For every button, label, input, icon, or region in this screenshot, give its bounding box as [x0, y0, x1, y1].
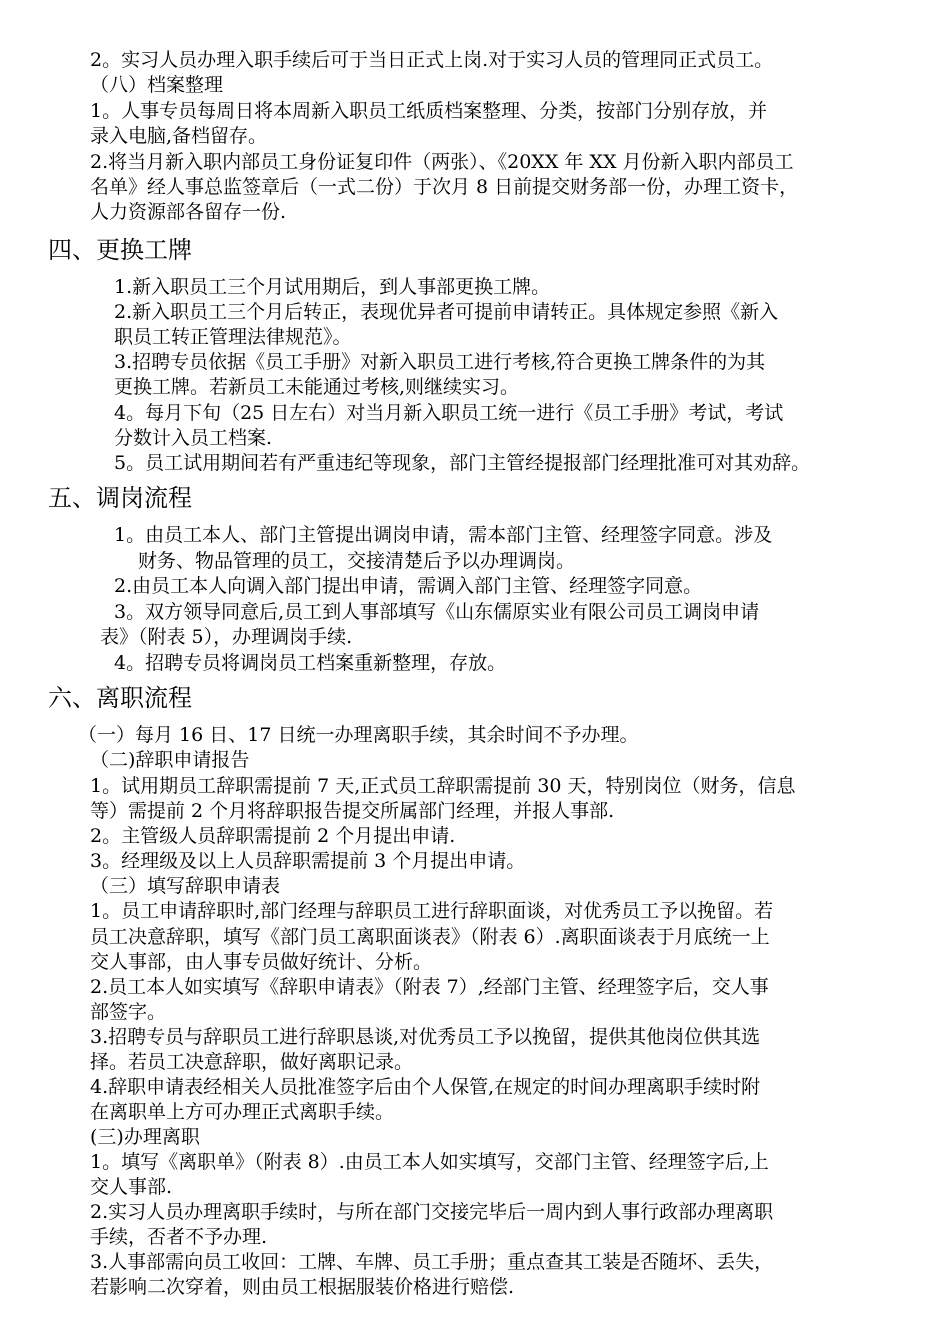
section-heading-5: 五、调岗流程 [48, 484, 192, 512]
paragraph-line: 交人事部. [90, 1176, 173, 1198]
paragraph-line: 财务、物品管理的员工，交接清楚后予以办理调岗。 [138, 550, 576, 572]
subsection-heading: （三）填写辞职申请表 [90, 875, 281, 897]
paragraph-line: 更换工牌。若新员工未能通过考核,则继续实习。 [114, 376, 520, 398]
paragraph-line: 4。招聘专员将调岗员工档案重新整理，存放。 [114, 652, 507, 674]
paragraph-line: 择。若员工决意辞职，做好离职记录。 [90, 1051, 414, 1073]
paragraph-line: 1。由员工本人、部门主管提出调岗申请，需本部门主管、经理签字同意。涉及 [114, 524, 773, 546]
paragraph-line: 录入电脑,备档留存。 [90, 125, 268, 147]
paragraph-line: 等）需提前 2 个月将辞职报告提交所属部门经理，并报人事部. [90, 800, 615, 822]
paragraph-line: 员工决意辞职，填写《部门员工离职面谈表》（附表 6）.离职面谈表于月底统一上 [90, 926, 770, 948]
paragraph-line: 人力资源部各留存一份. [90, 201, 287, 223]
subsection-heading: （八）档案整理 [90, 74, 224, 96]
paragraph-line: 2.实习人员办理离职手续时，与所在部门交接完毕后一周内到人事行政部办理离职 [90, 1201, 774, 1223]
paragraph-line: 3.招聘专员依据《员工手册》对新入职员工进行考核,符合更换工牌条件的为其 [114, 351, 766, 373]
section-heading-4: 四、更换工牌 [48, 236, 192, 264]
paragraph-line: 1.新入职员工三个月试用期后，到人事部更换工牌。 [114, 276, 551, 298]
section-heading-6: 六、离职流程 [48, 684, 192, 712]
paragraph-line: 2.员工本人如实填写《辞职申请表》（附表 7）,经部门主管、经理签字后，交人事 [90, 976, 769, 998]
paragraph-line: 3.招聘专员与辞职员工进行辞职恳谈,对优秀员工予以挽留，提供其他岗位供其选 [90, 1026, 761, 1048]
paragraph-line: 1。填写《离职单》（附表 8）.由员工本人如实填写，交部门主管、经理签字后,上 [90, 1151, 769, 1173]
paragraph-line: 1。人事专员每周日将本周新入职员工纸质档案整理、分类，按部门分别存放，并 [90, 100, 768, 122]
subsection-heading: (三)办理离职 [90, 1126, 200, 1148]
paragraph-line: 部签字。 [90, 1001, 167, 1023]
paragraph-line: 2。主管级人员辞职需提前 2 个月提出申请. [90, 825, 456, 847]
paragraph-line: 名单》经人事总监签章后（一式二份）于次月 8 日前提交财务部一份，办理工资卡， [90, 176, 799, 198]
paragraph-line: 手续，否者不予办理. [90, 1226, 268, 1248]
paragraph-line: 2.由员工本人向调入部门提出申请，需调入部门主管、经理签字同意。 [114, 575, 703, 597]
paragraph-line: 2.将当月新入职内部员工身份证复印件（两张）、《20XX 年 XX 月份新入职内部员工 [90, 151, 794, 173]
paragraph-line: 交人事部，由人事专员做好统计、分析。 [90, 951, 433, 973]
paragraph-line: 1。员工申请辞职时,部门经理与辞职员工进行辞职面谈，对优秀员工予以挽留。若 [90, 900, 774, 922]
paragraph-line: 4.辞职申请表经相关人员批准签字后由个人保管,在规定的时间办理离职手续时附 [90, 1076, 761, 1098]
paragraph-line: （一）每月 16 日、17 日统一办理离职手续，其余时间不予办理。 [78, 724, 639, 746]
paragraph-line: 2.新入职员工三个月后转正，表现优异者可提前申请转正。具体规定参照《新入 [114, 301, 779, 323]
paragraph-line: 3.人事部需向员工收回：工牌、车牌、员工手册；重点查其工装是否随坏、丢失， [90, 1251, 774, 1273]
paragraph-line: 1。试用期员工辞职需提前 7 天,正式员工辞职需提前 30 天，特别岗位（财务，信息 [90, 775, 796, 797]
paragraph-line: 若影响二次穿着，则由员工根据服装价格进行赔偿. [90, 1276, 515, 1298]
subsection-heading: （二)辞职申请报告 [90, 749, 250, 771]
paragraph-line: 在离职单上方可办理正式离职手续。 [90, 1101, 395, 1123]
paragraph-line: 表》（附表 5），办理调岗手续. [100, 626, 353, 648]
paragraph-line: 3。双方领导同意后,员工到人事部填写《山东儒原实业有限公司员工调岗申请 [114, 601, 760, 623]
paragraph-line: 分数计入员工档案. [114, 427, 273, 449]
paragraph-line: 3。经理级及以上人员辞职需提前 3 个月提出申请。 [90, 850, 526, 872]
paragraph-line: 4。每月下旬（25 日左右）对当月新入职员工统一进行《员工手册》考试，考试 [114, 402, 784, 424]
paragraph-line: 职员工转正管理法律规范》。 [114, 326, 352, 348]
paragraph-line: 5。员工试用期间若有严重违纪等现象，部门主管经提报部门经理批准可对其劝辞。 [114, 452, 811, 474]
paragraph-line: 2。实习人员办理入职手续后可于当日正式上岗.对于实习人员的管理同正式员工。 [90, 49, 774, 71]
